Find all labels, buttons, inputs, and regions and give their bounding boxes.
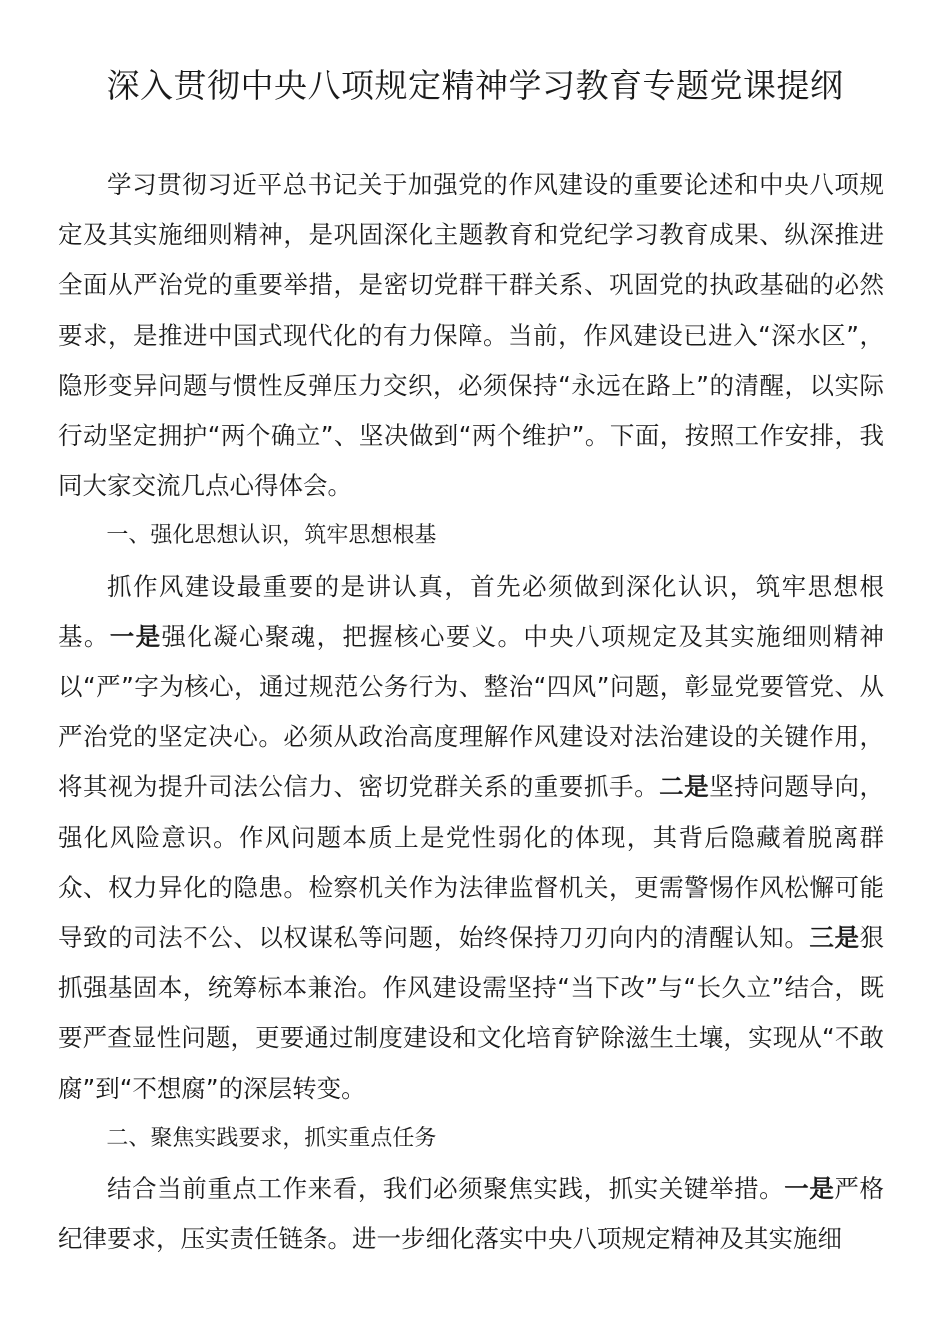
section-1-marker-2: 二是: [659, 772, 710, 802]
section-1-point-1: 强化凝心聚魂，把握核心要义。中央八项规定及其实施细则精神以“严”字为核心，通过规范公务行为、整治“四风”问题，彰显党要管党、从严治党的坚定决心。必须从政治高度理解作风建设对法治建设的关键作用，将其视为提升司法公信力、密切党群关系的重要抓手。: [58, 621, 885, 802]
section-2-paragraph: [58, 1164, 884, 1264]
intro-paragraph: 学习贯彻习近平总书记关于加强党的作风建设的重要论述和中央八项规定及其实施细则精神，是巩固深化主题教育和党纪学习教育成果、纵深推进全面从严治党的重要举措，是密切党群干群关系、巩固党的执政基础的必然要求，是推进中国式现代化的有力保障。当前，作风建设已进入“深水区”，隐形变异问题与惯性反弹压力交织，必须保持“永远在路上”的清醒，以实际行动坚定拥护“两个确立”、坚决做到“两个维护”。下面，按照工作安排，我同大家交流几点心得体会。: [58, 170, 884, 501]
section-1-heading: 一、强化思想认识，筑牢思想根基: [106, 523, 437, 549]
section-1-lead: 抓作风建设最重要的是讲认真，首先必须做到深化认识，筑牢思想根基。: [58, 571, 884, 651]
section-2-marker-1: 一是: [784, 1174, 835, 1204]
document-body: [58, 160, 884, 1264]
section-1-marker-3: 三是: [809, 923, 860, 953]
section-1-point-2: 坚持问题导向，强化风险意识。作风问题本质上是党性弱化的体现，其背后隐藏着脱离群众、权力异化的隐患。检察机关作为法律监督机关，更需警惕作风松懈可能导致的司法不公、以权谋私等问题，始终保持刀刃向内的清醒认知。: [58, 772, 884, 953]
section-1-paragraph: [58, 562, 884, 1114]
section-2-heading: 二、聚焦实践要求，抓实重点任务: [106, 1125, 437, 1151]
section-1-point-3: 狠抓强基固本，统筹标本兼治。作风建设需坚持“当下改”与“长久立”结合，既要严查显性问题，更要通过制度建设和文化培育铲除滋生土壤，实现从“不敢腐”到“不想腐”的深层转变。: [58, 923, 884, 1103]
section-2-point-1: 严格纪律要求，压实责任链条。进一步细化落实中央八项规定精神及其实施细: [58, 1174, 885, 1254]
document-title: 深入贯彻中央八项规定精神学习教育专题党课提纲: [106, 66, 844, 105]
section-1-marker-1: 一是: [109, 621, 162, 651]
section-2-lead: 结合当前重点工作来看，我们必须聚焦实践，抓实关键举措。: [107, 1174, 785, 1204]
